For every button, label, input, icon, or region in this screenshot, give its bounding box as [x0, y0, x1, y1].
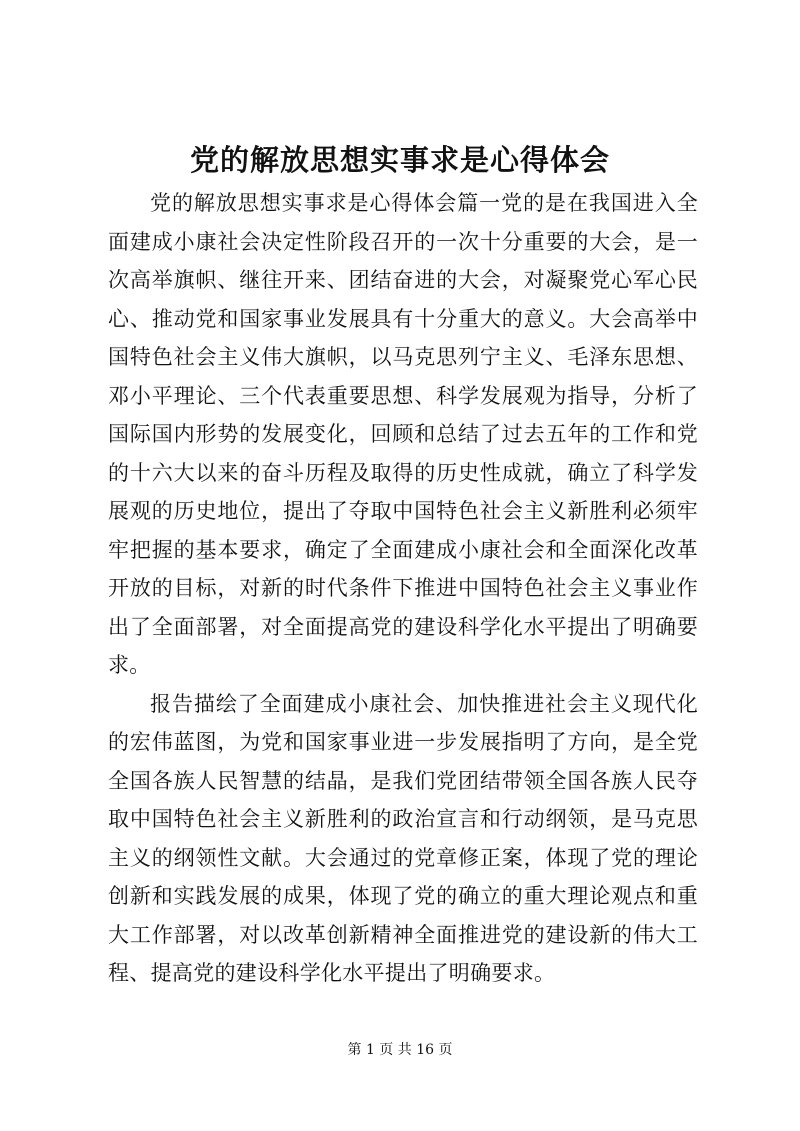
page-footer: 第 1 页 共 16 页	[347, 1042, 453, 1058]
paragraph-1: 党的解放思想实事求是心得体会篇一党的是在我国进入全面建成小康社会决定性阶段召开的一次十分重要的大会，是一次高举旗帜、继往开来、团结奋进的大会，对凝聚党心军心民心、推动党和国家事业发展具有十分重大的意义。大会高举中国特色社会主义伟大旗帜，以马克思列宁主义、毛泽东思想、邓小平理论、三个代表重要思想、科学发展观为指导，分析了国际国内形势的发展变化，回顾和总结了过去五年的工作和党的十六大以来的奋斗历程及取得的历史性成就，确立了科学发展观的历史地位，提出了夺取中国特色社会主义新胜利必须牢牢把握的基本要求，确定了全面建成小康社会和全面深化改革开放的目标，对新的时代条件下推进中国特色社会主义事业作出了全面部署，对全面提高党的建设科学化水平提出了明确要求。	[108, 191, 698, 677]
document-body	[108, 184, 698, 993]
paragraph-2: 报告描绘了全面建成小康社会、加快推进社会主义现代化的宏伟蓝图，为党和国家事业进一步发展指明了方向，是全党全国各族人民智慧的结晶，是我们党团结带领全国各族人民夺取中国特色社会主义新胜利的政治宣言和行动纲领，是马克思主义的纲领性文献。大会通过的党章修正案，体现了党的理论创新和实践发展的成果，体现了党的确立的重大理论观点和重大工作部署，对以改革创新精神全面推进党的建设新的伟大工程、提高党的建设科学化水平提出了明确要求。	[108, 691, 698, 985]
page-title: 党的解放思想实事求是心得体会	[189, 143, 610, 177]
